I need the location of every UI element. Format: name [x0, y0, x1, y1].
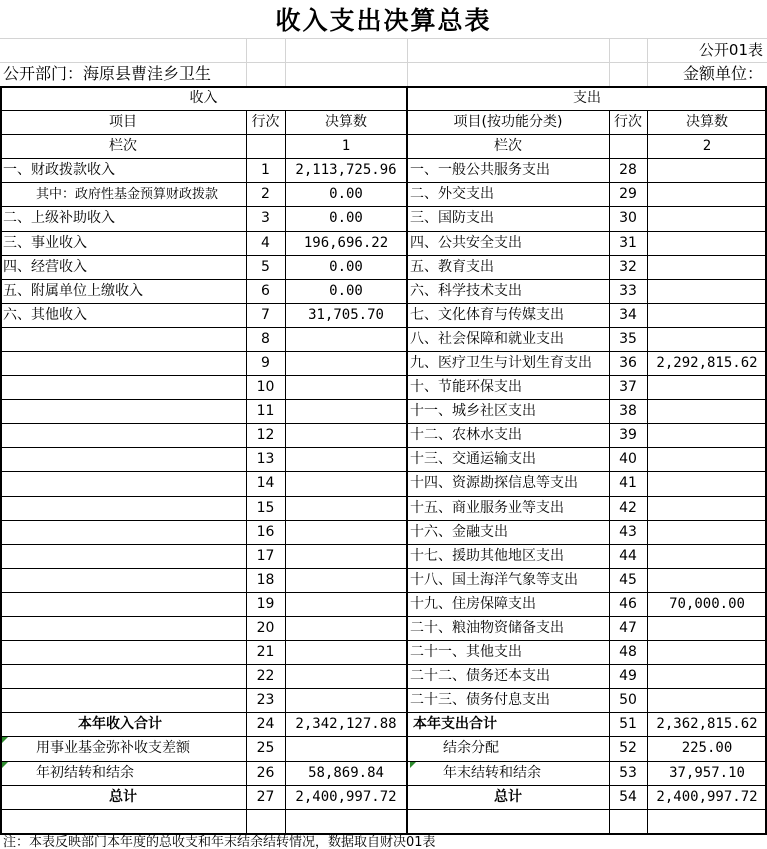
income-column-number: 1 [341, 138, 351, 155]
expense-row-no-cell: 28 [619, 162, 637, 179]
table-border [0, 520, 767, 521]
income-row-no-cell: 9 [261, 355, 270, 372]
table-border [406, 86, 408, 834]
expense-item-cell: 十二、农林水支出 [410, 427, 522, 444]
income-amount-cell: 2,400,997.72 [295, 788, 397, 805]
expense-row-no-cell: 31 [619, 234, 637, 251]
income-row-no-cell: 20 [256, 620, 275, 636]
table-border [0, 231, 767, 232]
table-border [0, 86, 2, 834]
income-amount-cell: 0.00 [329, 282, 363, 299]
expense-row-no-cell: 30 [619, 210, 637, 227]
table-border [0, 375, 767, 376]
expense-item-cell: 结余分配 [443, 740, 499, 757]
income-item-cell [0, 664, 246, 688]
expense-item-cell: 十一、城乡社区支出 [410, 403, 536, 420]
expense-amount-cell [647, 568, 767, 592]
income-item-cell: 本年收入合计 [78, 716, 162, 733]
income-item-cell: 年初结转和结余 [36, 764, 134, 781]
income-item-cell [0, 592, 246, 616]
income-row-no-cell: 17 [256, 547, 275, 564]
expense-row-no-cell: 50 [619, 692, 637, 709]
table-border [0, 761, 767, 762]
income-row-no-cell: 13 [256, 451, 275, 468]
expense-row-no-cell: 41 [619, 475, 637, 492]
expense-row-no-cell: 52 [619, 740, 637, 757]
expense-row-no-cell: 34 [619, 306, 637, 323]
expense-amount-cell [647, 327, 767, 351]
income-row-no-cell: 12 [256, 427, 275, 444]
expense-amount-cell: 37,957.10 [669, 764, 745, 781]
form-code: 公开01表 [698, 40, 763, 59]
income-amount-cell [285, 351, 407, 375]
footnote: 注：本表反映部门本年度的总收支和年末结余结转情况，数据取自财决01表 [3, 834, 436, 849]
expense-item-cell: 七、文化体育与传媒支出 [410, 306, 564, 323]
income-amount-cell [285, 375, 407, 399]
income-row-no-cell: 7 [261, 306, 270, 323]
income-item-cell [0, 568, 246, 592]
expense-amount-cell [647, 664, 767, 688]
expense-item-cell: 十八、国土海洋气象等支出 [410, 571, 578, 588]
table-border [0, 544, 767, 545]
expense-row-no-cell: 35 [619, 330, 637, 347]
income-row-no-cell: 5 [261, 258, 270, 275]
expense-row-no-cell: 33 [619, 282, 637, 299]
table-border [0, 279, 767, 280]
income-row-no-cell: 10 [256, 379, 275, 396]
income-item-cell [0, 423, 246, 447]
table-border [246, 110, 247, 833]
expense-item-cell: 二十一、其他支出 [410, 644, 522, 661]
income-item-cell [0, 520, 246, 544]
table-border [0, 351, 767, 352]
expense-item-header: 项目(按功能分类) [453, 114, 563, 131]
expense-amount-cell [647, 158, 767, 182]
cell-warning-indicator [410, 762, 416, 768]
expense-row-no-cell: 48 [619, 644, 637, 661]
expense-item-cell: 五、教育支出 [410, 258, 494, 275]
table-border [0, 327, 767, 328]
income-amount-cell: 58,869.84 [308, 764, 384, 781]
income-amount-cell [285, 423, 407, 447]
expense-amount-cell [647, 447, 767, 471]
income-row-no-cell: 1 [261, 162, 270, 179]
income-amount-cell: 31,705.70 [308, 306, 384, 323]
expense-row-no-cell: 46 [619, 595, 637, 612]
table-border [647, 110, 648, 833]
income-item-cell [0, 327, 246, 351]
table-border [0, 158, 767, 159]
income-amount-cell [285, 616, 407, 640]
expense-row-no-cell: 51 [619, 716, 637, 733]
expense-row-no-cell: 43 [619, 523, 637, 540]
expense-row-no-cell: 32 [619, 258, 637, 275]
income-row-no-cell: 3 [261, 210, 270, 227]
income-item-cell [0, 544, 246, 568]
table-border [0, 303, 767, 304]
income-amount-cell [285, 592, 407, 616]
expense-item-cell: 一、一般公共服务支出 [410, 162, 550, 179]
income-amount-cell [285, 736, 407, 760]
expense-amount-cell [647, 255, 767, 279]
income-amount-cell [285, 496, 407, 520]
expense-item-cell: 四、公共安全支出 [410, 234, 522, 251]
table-border [0, 712, 767, 713]
income-row-no-header: 行次 [251, 114, 280, 131]
expense-item-cell: 总计 [494, 788, 522, 805]
income-item-cell [0, 399, 246, 423]
expense-row-no-cell: 53 [619, 764, 637, 781]
income-row-no-cell: 24 [256, 716, 275, 733]
income-item-cell [0, 447, 246, 471]
expense-amount-cell [647, 520, 767, 544]
expense-row-no-cell: 37 [619, 379, 637, 396]
table-border [0, 134, 767, 135]
table-border [0, 592, 767, 593]
table-border [0, 86, 767, 88]
expense-item-cell: 十六、金融支出 [410, 523, 508, 540]
table-border [0, 785, 767, 786]
expense-amount-cell [647, 279, 767, 303]
income-item-cell: 六、其他收入 [3, 306, 87, 323]
income-item-header: 项目 [109, 114, 137, 131]
gridline [609, 38, 610, 86]
income-amount-cell [285, 327, 407, 351]
expense-item-cell: 十九、住房保障支出 [410, 595, 536, 612]
cell-warning-indicator [2, 762, 8, 768]
income-row-no-cell: 19 [256, 595, 275, 612]
table-border [0, 399, 767, 400]
income-row-no-cell: 18 [256, 571, 275, 588]
expense-row-no-cell: 29 [619, 186, 637, 203]
expense-header: 支出 [573, 90, 601, 107]
table-border [0, 206, 767, 207]
income-amount-cell [285, 447, 407, 471]
expense-amount-cell: 225.00 [681, 740, 733, 757]
expense-row-no-cell: 54 [619, 788, 637, 805]
income-amount-cell [285, 688, 407, 712]
expense-item-cell: 三、国防支出 [410, 210, 494, 227]
table-border [609, 110, 610, 833]
income-amount-cell [285, 471, 407, 495]
amount-unit-label: 金额单位： [682, 64, 763, 83]
income-amount-cell: 0.00 [329, 258, 363, 275]
income-item-cell [0, 496, 246, 520]
table-border [0, 736, 767, 737]
income-item-cell: 五、附属单位上缴收入 [3, 282, 143, 299]
table-border [0, 809, 767, 810]
expense-row-no-cell: 38 [619, 403, 637, 420]
expense-item-cell: 九、医疗卫生与计划生育支出 [410, 355, 592, 372]
expense-row-no-cell: 47 [619, 620, 637, 636]
expense-item-cell: 六、科学技术支出 [410, 282, 522, 299]
table-border [0, 568, 767, 569]
income-row-no-cell: 15 [256, 499, 275, 516]
table-border [0, 640, 767, 641]
expense-item-cell: 二十、粮油物资储备支出 [410, 620, 564, 636]
table-border [0, 688, 767, 689]
table-border [0, 664, 767, 665]
expense-amount-cell [647, 544, 767, 568]
income-item-cell: 一、财政拨款收入 [3, 162, 115, 179]
income-row-no-cell: 26 [256, 764, 275, 781]
income-column-label: 栏次 [109, 138, 137, 155]
income-row-no-cell: 2 [261, 186, 270, 203]
income-item-cell [0, 640, 246, 664]
expense-amount-cell: 2,292,815.62 [656, 355, 758, 372]
table-border [0, 110, 407, 111]
expense-row-no-cell: 39 [619, 427, 637, 444]
income-amount-cell [285, 399, 407, 423]
expense-item-cell: 十三、交通运输支出 [410, 451, 536, 468]
cell-warning-indicator [2, 737, 8, 743]
expense-item-cell: 十、节能环保支出 [410, 379, 522, 396]
income-column-label-blank [246, 134, 285, 158]
expense-row-no-header: 行次 [614, 114, 642, 131]
expense-item-cell: 十五、商业服务业等支出 [410, 499, 564, 516]
income-amount-cell [285, 640, 407, 664]
department-label: 公开部门：海原县曹洼乡卫生 [3, 64, 212, 83]
income-item-cell [0, 375, 246, 399]
expense-item-cell: 二十三、债务付息支出 [410, 692, 550, 709]
income-row-no-cell: 4 [261, 234, 270, 251]
income-amount-cell [285, 544, 407, 568]
income-amount-cell: 0.00 [329, 186, 363, 203]
income-row-no-cell: 22 [256, 668, 275, 685]
expense-amount-cell [647, 182, 767, 206]
income-row-no-cell: 21 [256, 644, 275, 661]
income-row-no-cell: 11 [256, 403, 275, 420]
expense-amount-header: 决算数 [686, 114, 728, 131]
expense-item-cell: 年末结转和结余 [443, 764, 541, 781]
expense-row-no-cell: 45 [619, 571, 637, 588]
expense-row-no-cell: 49 [619, 668, 637, 685]
income-item-cell [0, 351, 246, 375]
expense-amount-cell: 70,000.00 [669, 595, 745, 612]
expense-amount-cell [647, 231, 767, 255]
table-border [408, 110, 767, 111]
expense-amount-cell [647, 688, 767, 712]
income-item-cell: 总计 [109, 788, 137, 805]
expense-amount-cell [647, 423, 767, 447]
expense-amount-cell: 2,400,997.72 [656, 788, 758, 805]
page-title: 收入支出决算总表 [275, 6, 492, 35]
income-amount-cell [285, 664, 407, 688]
income-item-cell [0, 616, 246, 640]
income-amount-cell: 0.00 [329, 210, 363, 227]
income-row-no-cell: 8 [261, 330, 270, 347]
income-row-no-cell: 25 [256, 740, 275, 757]
income-row-no-cell: 23 [256, 692, 275, 709]
income-amount-cell: 2,113,725.96 [295, 162, 397, 179]
expense-item-cell: 八、社会保障和就业支出 [410, 330, 564, 347]
table-border [0, 616, 767, 617]
income-amount-cell: 2,342,127.88 [295, 716, 397, 733]
table-border [0, 496, 767, 497]
income-item-cell [0, 688, 246, 712]
gridline [407, 38, 408, 86]
expense-row-no-cell: 36 [619, 355, 637, 372]
expense-amount-cell [647, 206, 767, 230]
income-amount-header: 决算数 [325, 114, 367, 131]
expense-item-cell: 十七、援助其他地区支出 [410, 547, 564, 564]
expense-amount-cell [647, 399, 767, 423]
income-item-cell: 其中：政府性基金预算财政拨款 [36, 186, 219, 202]
table-border [0, 255, 767, 256]
income-row-no-cell: 27 [256, 788, 275, 805]
income-item-cell: 三、事业收入 [3, 234, 87, 251]
expense-row-no-cell: 40 [619, 451, 637, 468]
expense-column-label: 栏次 [494, 138, 522, 155]
table-border [0, 471, 767, 472]
income-amount-cell: 196,696.22 [303, 234, 389, 251]
table-border [285, 110, 286, 833]
income-item-cell: 用事业基金弥补收支差额 [36, 740, 190, 757]
income-item-cell [0, 471, 246, 495]
income-amount-cell [285, 568, 407, 592]
income-amount-cell [285, 520, 407, 544]
table-border [0, 182, 767, 183]
expense-amount-cell [647, 496, 767, 520]
expense-amount-cell: 2,362,815.62 [656, 716, 758, 733]
expense-item-cell: 十四、资源勘探信息等支出 [410, 475, 578, 492]
income-header: 收入 [189, 90, 218, 107]
expense-column-number: 2 [702, 138, 712, 155]
expense-item-cell: 二、外交支出 [410, 186, 494, 203]
income-row-no-cell: 6 [261, 282, 270, 299]
table-border [0, 423, 767, 424]
expense-amount-cell [647, 375, 767, 399]
income-item-cell: 四、经营收入 [3, 258, 87, 275]
income-row-no-cell: 16 [256, 523, 275, 540]
income-item-cell: 二、上级补助收入 [3, 210, 115, 227]
expense-row-no-cell: 42 [619, 499, 637, 516]
income-row-no-cell: 14 [256, 475, 275, 492]
expense-row-no-cell: 44 [619, 547, 637, 564]
expense-amount-cell [647, 471, 767, 495]
expense-amount-cell [647, 640, 767, 664]
expense-amount-cell [647, 303, 767, 327]
table-border [0, 447, 767, 448]
expense-column-label-blank [609, 134, 647, 158]
expense-amount-cell [647, 616, 767, 640]
expense-item-cell: 二十二、债务还本支出 [410, 668, 550, 685]
expense-item-cell: 本年支出合计 [413, 716, 497, 733]
